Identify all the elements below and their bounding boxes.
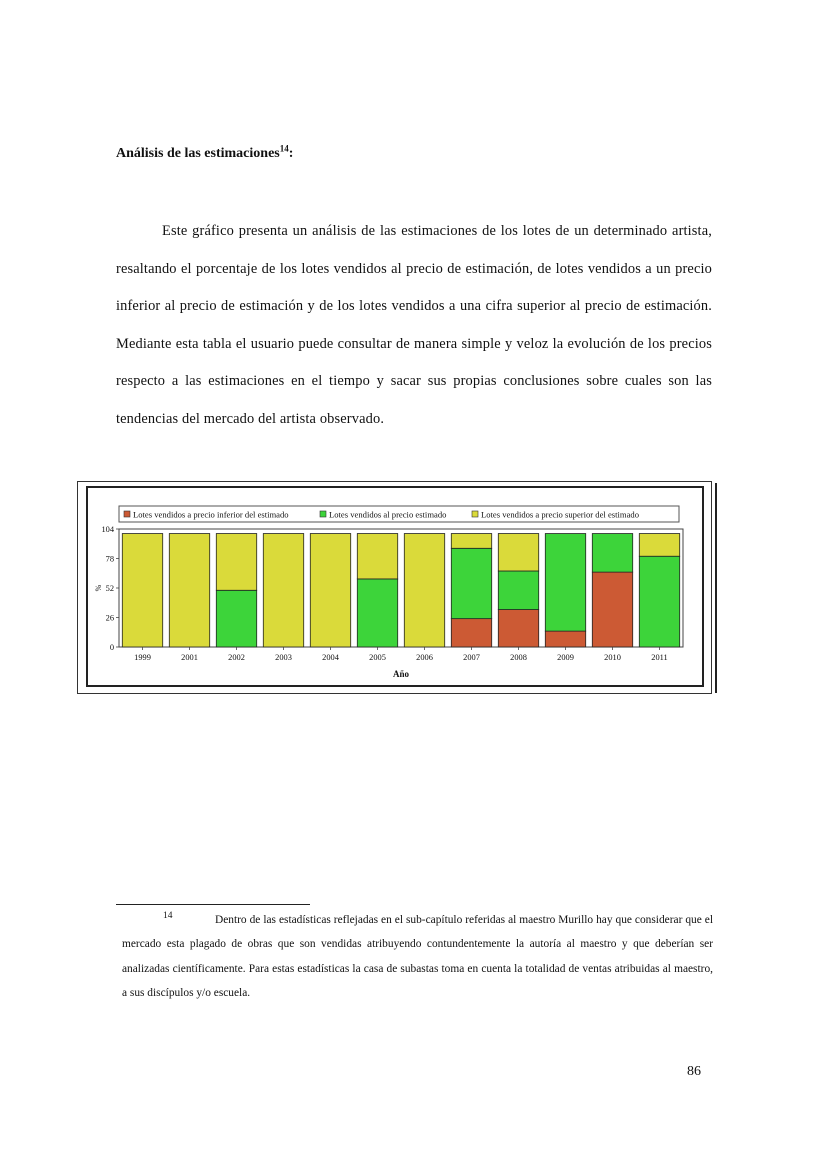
- bar-2002-series-2: [216, 590, 256, 647]
- chart-panel: [86, 486, 704, 687]
- chart-frame: [77, 481, 712, 694]
- legend-swatch-3: [472, 511, 478, 517]
- y-axis-label: %: [94, 584, 103, 592]
- y-tick-label: 78: [105, 554, 114, 564]
- bar-2001-series-3: [169, 534, 209, 647]
- legend-swatch-2: [320, 511, 326, 517]
- heading-suffix: :: [288, 146, 294, 161]
- x-tick-label: 1999: [134, 653, 151, 662]
- bar-2007-series-3: [451, 534, 491, 549]
- page-number: 86: [687, 1064, 701, 1079]
- y-tick-label: 104: [101, 525, 114, 534]
- x-tick-label: 2002: [228, 653, 245, 662]
- x-tick-label: 2008: [510, 653, 527, 662]
- x-tick-label: 2005: [369, 653, 386, 662]
- x-tick-label: 2004: [322, 653, 339, 662]
- bar-2011-series-2: [639, 556, 679, 647]
- bar-2004-series-3: [310, 534, 350, 647]
- bar-2007-series-1: [451, 619, 491, 647]
- bar-2008-series-3: [498, 534, 538, 571]
- x-tick-label: 2009: [557, 653, 574, 662]
- x-tick-label: 2011: [651, 653, 668, 662]
- bar-2005-series-2: [357, 579, 397, 647]
- legend-label-1: Lotes vendidos a precio inferior del estimado: [133, 509, 289, 520]
- bar-2006-series-3: [404, 534, 444, 647]
- x-tick-label: 2001: [181, 653, 198, 662]
- heading-text: Análisis de las estimaciones: [116, 146, 280, 161]
- x-axis-label: Año: [392, 669, 410, 679]
- bar-2007-series-2: [451, 548, 491, 618]
- y-tick-label: 0: [109, 643, 114, 652]
- bar-2010-series-2: [592, 534, 632, 573]
- stacked-bar-chart: [88, 488, 702, 685]
- bar-2009-series-1: [545, 631, 585, 647]
- footnote-text: Dentro de las estadísticas reflejadas en el sub-capítulo referidas al maestro Murillo hay que considerar que el mercado esta plagado de obras que son vendidas atribuyendo contundentemente la autoría al maestro y que deberían ser analizadas científicamente. Para estas estadísticas la casa de subastas toma en cuenta la totalidad de ventas atribuidas al maestro, a sus discípulos y/o escuela.: [122, 914, 713, 1000]
- y-tick-label: 52: [105, 584, 114, 593]
- bar-2002-series-3: [216, 534, 256, 591]
- bar-2008-series-1: [498, 610, 538, 647]
- bar-2005-series-3: [357, 534, 397, 579]
- bar-2009-series-2: [545, 534, 585, 632]
- bar-1999-series-3: [122, 534, 162, 647]
- section-heading: [116, 143, 294, 162]
- x-tick-label: 2010: [604, 653, 621, 662]
- footnote-reference[interactable]: 14: [279, 143, 289, 154]
- y-tick-label: 26: [105, 613, 114, 623]
- x-tick-label: 2007: [463, 653, 480, 662]
- body-paragraph: Este gráfico presenta un análisis de las estimaciones de los lotes de un determinado artista, resaltando el porcentaje de los lotes vendidos al precio de estimación, de lotes vendidos a un precio inferior al precio de estimación y de los lotes vendidos a una cifra superior al precio de estimación. Mediante esta tabla el usuario puede consultar de manera simple y veloz la evolución de los precios respecto a las estimaciones en el tiempo y sacar sus propias conclusiones sobre cuales son las tendencias del mercado del artista observado.: [116, 223, 712, 427]
- bar-2008-series-2: [498, 571, 538, 610]
- x-tick-label: 2003: [275, 653, 292, 662]
- legend-label-3: Lotes vendidos a precio superior del estimado: [481, 509, 639, 520]
- bar-2010-series-1: [592, 572, 632, 647]
- x-tick-label: 2006: [416, 653, 433, 662]
- bar-2011-series-3: [639, 534, 679, 557]
- legend-swatch-1: [124, 511, 130, 517]
- bar-2003-series-3: [263, 534, 303, 647]
- legend-label-2: Lotes vendidos al precio estimado: [329, 509, 447, 520]
- footnote-divider: [116, 904, 310, 905]
- footnote: 14 Dentro de las estadísticas reflejadas en el sub-capítulo referidas al maestro Murillo hay que considerar que el mercado esta plagado de obras que son vendidas atribuyendo contundentemente la autoría al maestro y que deberían ser analizadas científicamente. Para estas estadísticas la casa de subastas toma en cuenta la totalidad de ventas atribuidas al maestro, a sus discípulos y/o escuela.: [122, 911, 713, 1000]
